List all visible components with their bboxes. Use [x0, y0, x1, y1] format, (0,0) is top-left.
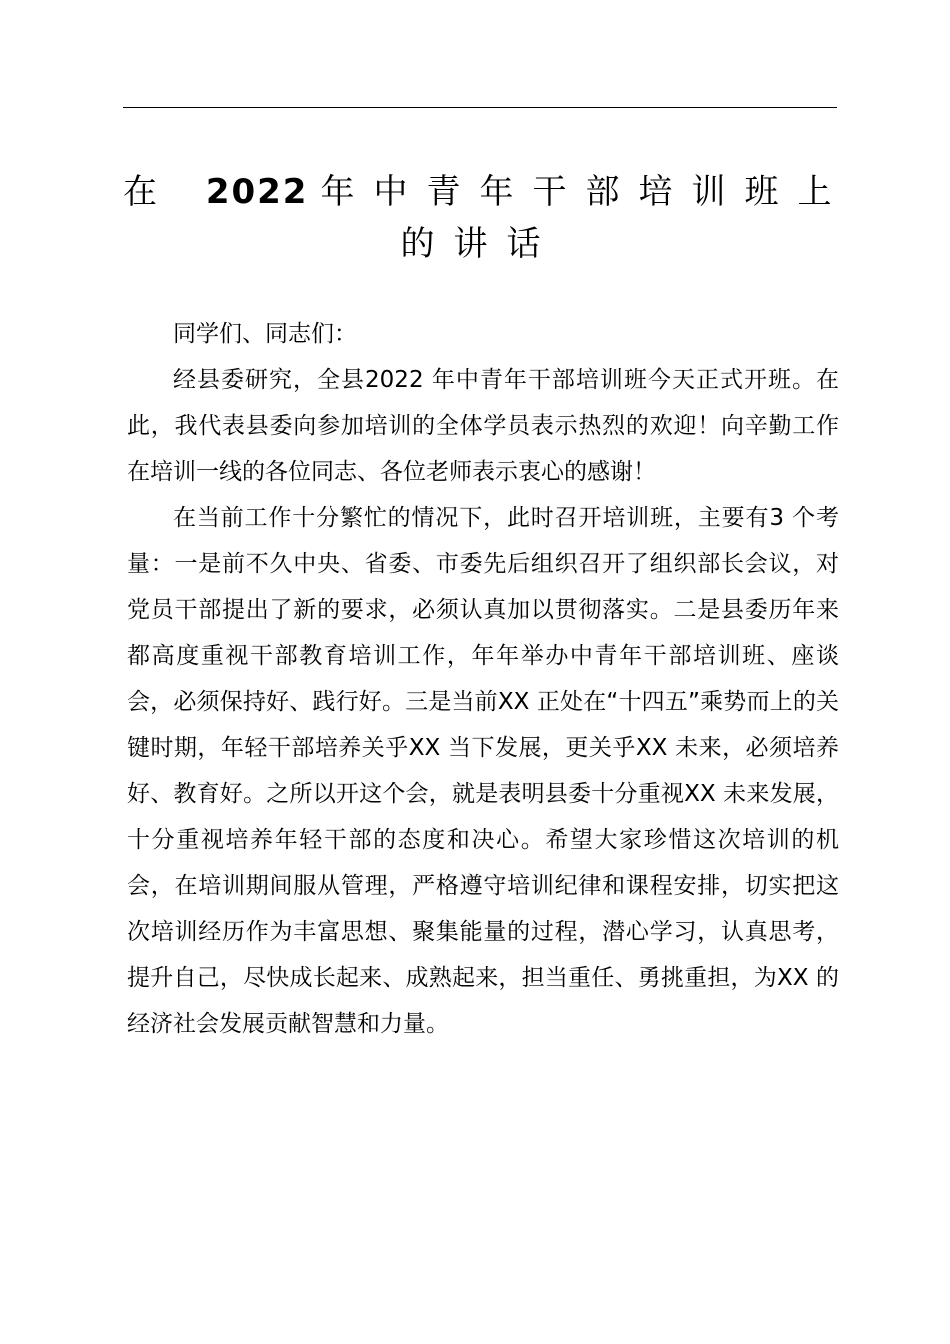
title-year: 2022 [205, 172, 309, 212]
title-line-1 [123, 166, 851, 218]
title-line1-rest: 年中青年干部培训班上 [320, 172, 851, 212]
paragraph-considerations: 在当前工作十分繁忙的情况下，此时召开培训班，主要有3 个考量：一是前不久中央、省委、市委先后组织召开了组织部长会议，对党员干部提出了新的要求，必须认真加以贯彻落实。二是县委历年来都高度重视干部教育培训工作，年年举办中青年干部培训班、座谈会，必须保持好、践行好。三是当前XX 正处在“十四五”乘势而上的关键时期，年轻干部培养关乎XX 当下发展，更关乎XX 未来，必须培养好、教育好。之所以开这个会，就是表明县委十分重视XX 未来发展，十分重视培养年轻干部的态度和决心。希望大家珍惜这次培训的机会，在培训期间服从管理，严格遵守培训纪律和课程安排，切实把这次培训经历作为丰富思想、聚集能量的过程，潜心学习，认真思考，提升自己，尽快成长起来、成熟起来，担当重任、勇挑重担，为XX 的经济社会发展贡献智慧和力量。 [127, 505, 839, 1037]
document-body [127, 311, 839, 1047]
title-prefix: 在 [123, 172, 176, 212]
salutation: 同学们、同志们： [173, 321, 357, 347]
document-title [123, 166, 851, 270]
title-line-2: 的讲话 [400, 224, 560, 264]
paragraph-opening: 经县委研究，全县2022 年中青年干部培训班今天正式开班。在此，我代表县委向参加培训的全体学员表示热烈的欢迎！向辛勤工作在培训一线的各位同志、各位老师表示衷心的感谢！ [127, 367, 839, 485]
header-rule [123, 107, 837, 108]
